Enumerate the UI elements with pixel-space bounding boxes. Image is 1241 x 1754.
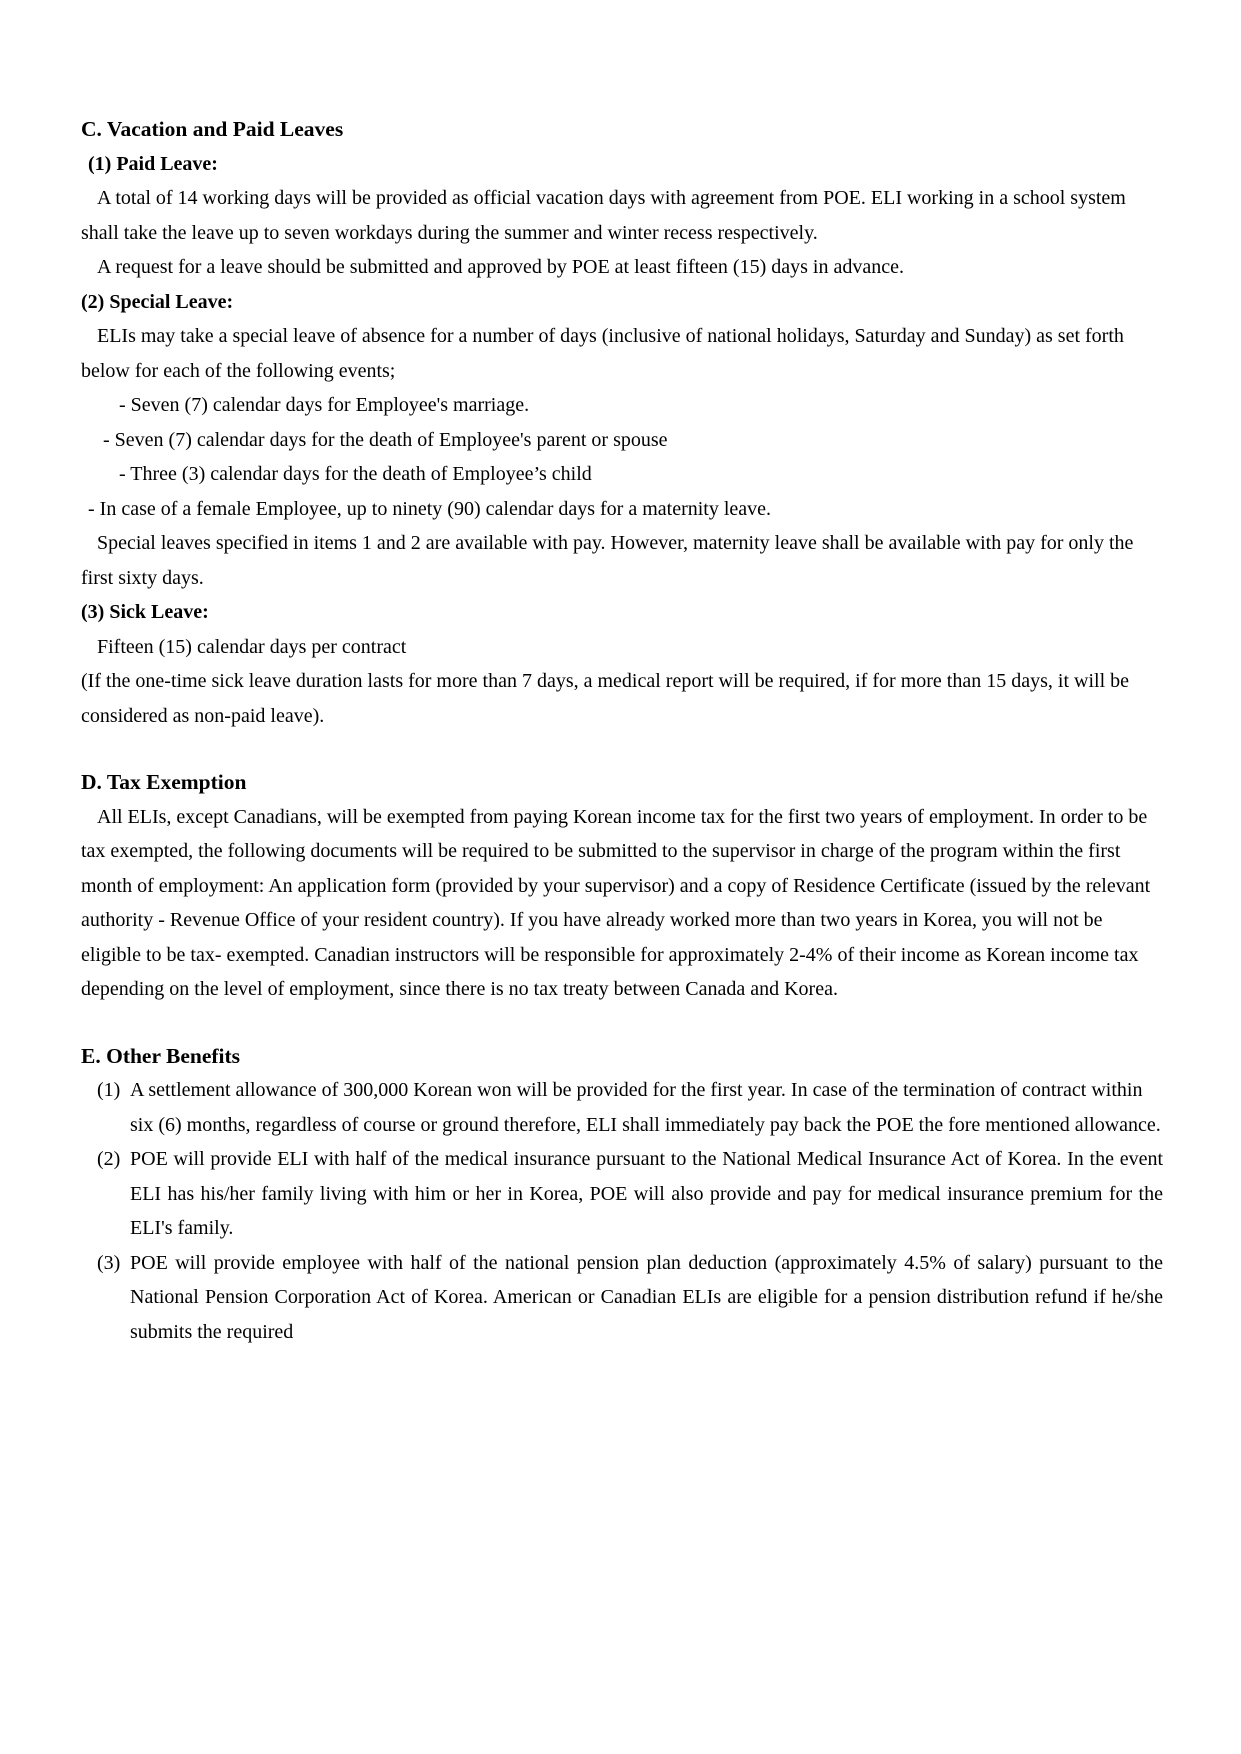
- special-leave-bullet-maternity: - In case of a female Employee, up to ninety (90) calendar days for a maternity leave.: [88, 497, 772, 520]
- special-leave-subheading: (2) Special Leave:: [81, 290, 234, 313]
- list-item: [81, 1142, 1163, 1246]
- special-leave-bullet-parent-spouse: - Seven (7) calendar days for the death of Employee's parent or spouse: [103, 428, 668, 451]
- list-item-marker: (3): [97, 1251, 121, 1274]
- sick-leave-subheading: (3) Sick Leave:: [81, 601, 209, 623]
- list-item-marker: (1): [97, 1079, 121, 1101]
- sick-leave-paragraph-1: Fifteen (15) calendar days per contract: [97, 635, 407, 658]
- special-leave-bullet-child: - Three (3) calendar days for the death of Employee’s child: [119, 463, 592, 485]
- list-item-text: POE will provide employee with half of the national pension plan deduction (approximately 4.5% of salary) pursuant to the National Pension Corporation Act of Korea. American or Canadian ELIs are eligible for a pension distribution refund if he/she submits the required: [130, 1251, 1163, 1343]
- special-leave-paragraph: ELIs may take a special leave of absence for a number of days (inclusive of national holidays, Saturday and Sunday) as set forth below for each of the following events;: [81, 325, 1124, 382]
- paid-leave-subheading: (1) Paid Leave:: [88, 152, 218, 175]
- special-leave-pay-paragraph: Special leaves specified in items 1 and 2 are available with pay. However, maternity leave shall be available with pay for only the first sixty days.: [81, 532, 1134, 589]
- paid-leave-paragraph-1: A total of 14 working days will be provided as official vacation days with agreement from POE. ELI working in a school system shall take the leave up to seven workdays during the summer and winter recess respectively.: [81, 187, 1126, 244]
- other-benefits-list: [81, 1073, 1163, 1349]
- tax-exemption-paragraph: All ELIs, except Canadians, will be exempted from paying Korean income tax for the first two years of employment. In order to be tax exempted, the following documents will be required to be submitted to the supervisor in charge of the program within the first month of employment: An application form (provided by your supervisor) and a copy of Residence Certificate (issued by the relevant authority - Revenue Office of your resident country). If you have already worked more than two years in Korea, you will not be eligible to be tax- exempted. Canadian instructors will be responsible for approximately 2-4% of their income as Korean income tax depending on the level of employment, since there is no tax treaty between Canada and Korea.: [81, 805, 1151, 1000]
- list-item-text: A settlement allowance of 300,000 Korean won will be provided for the first year. In case of the termination of contract within six (6) months, regardless of course or ground therefore, ELI shall immediately pay back the POE the fore mentioned allowance.: [130, 1079, 1161, 1136]
- list-item: [81, 1073, 1163, 1142]
- list-item-text: POE will provide ELI with half of the medical insurance pursuant to the National Medical Insurance Act of Korea. In the event ELI has his/her family living with him or her in Korea, POE will also provide and pay for medical insurance premium for the ELI's family.: [130, 1148, 1163, 1239]
- section-d-heading: D. Tax Exemption: [81, 770, 247, 794]
- section-c-heading: C. Vacation and Paid Leaves: [81, 117, 344, 141]
- section-e-heading: E. Other Benefits: [81, 1043, 241, 1068]
- paid-leave-paragraph-2: A request for a leave should be submitted and approved by POE at least fifteen (15) days in advance.: [97, 256, 904, 278]
- special-leave-bullet-marriage: - Seven (7) calendar days for Employee's marriage.: [119, 394, 530, 416]
- sick-leave-paragraph-2: (If the one-time sick leave duration lasts for more than 7 days, a medical report will be required, if for more than 15 days, it will be considered as non-paid leave).: [81, 670, 1129, 727]
- list-item-marker: (2): [97, 1148, 121, 1170]
- list-item: [81, 1246, 1163, 1350]
